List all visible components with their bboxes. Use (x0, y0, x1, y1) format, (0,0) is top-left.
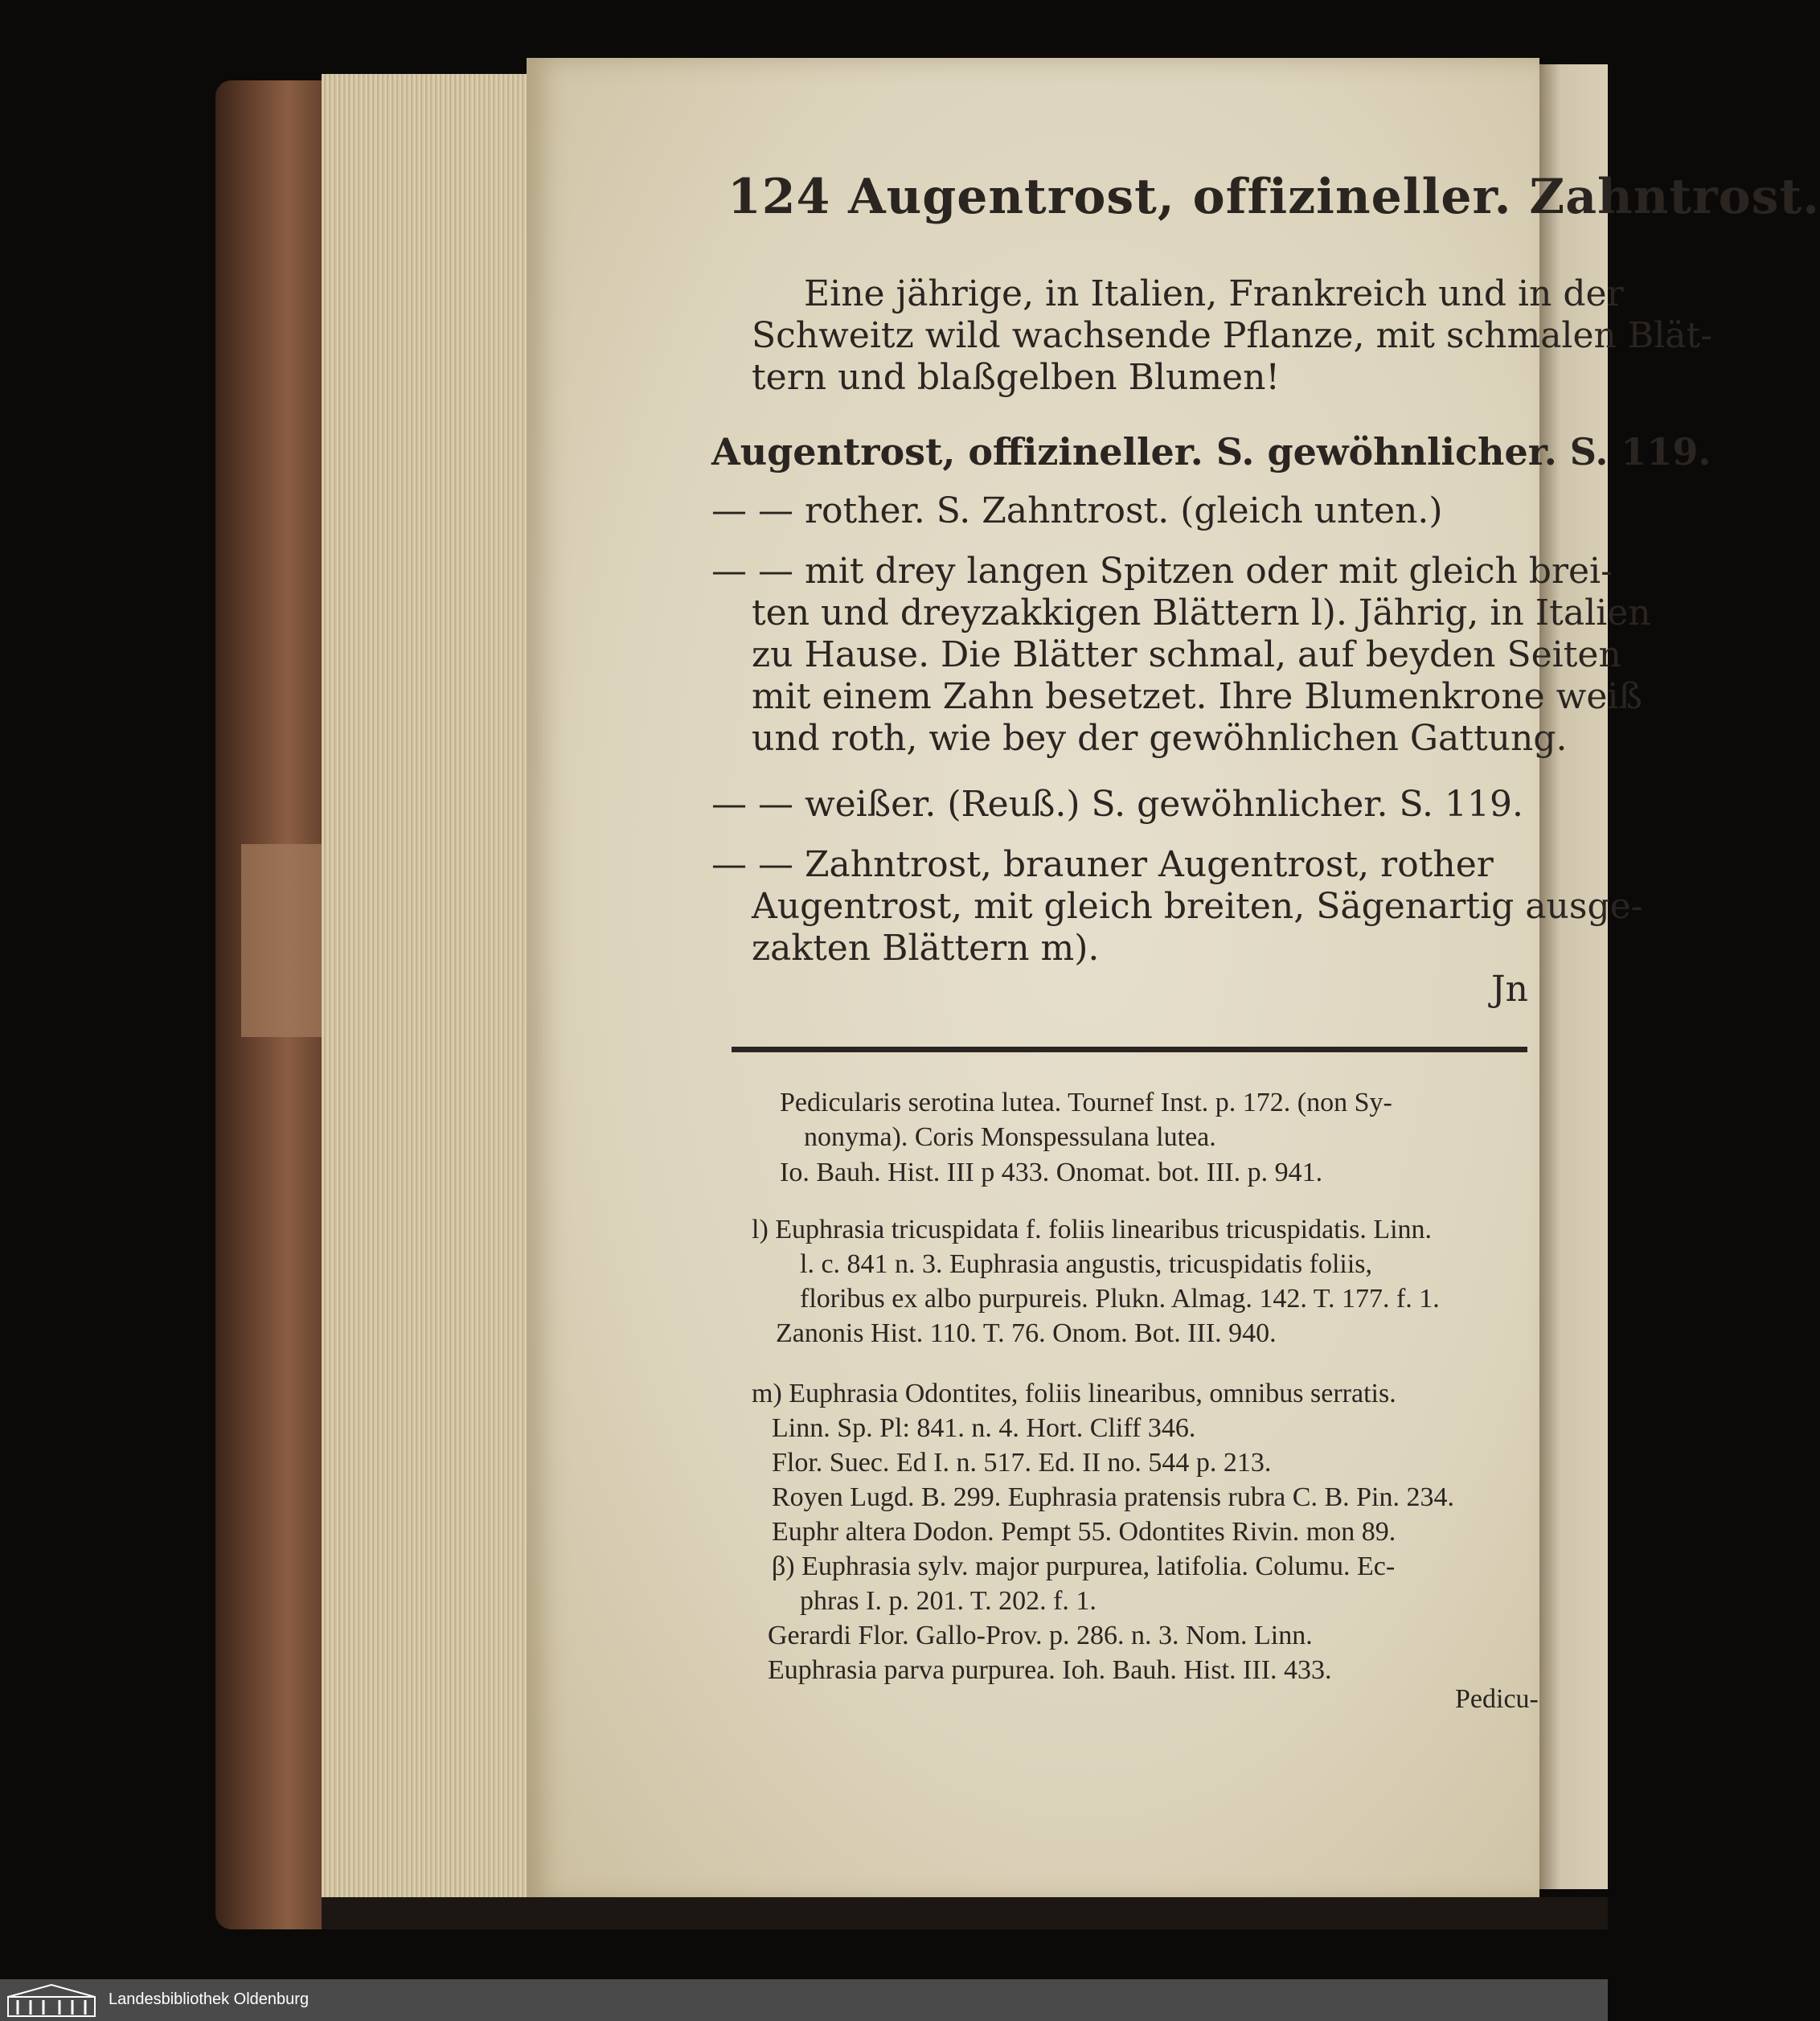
footnote-line: Io. Bauh. Hist. III p 433. Onomat. bot. III. p. 941. (780, 1158, 1323, 1187)
body-line: — — weißer. (Reuß.) S. gewöhnlicher. S. 119. (711, 784, 1523, 825)
body-line: zakten Blättern m). (752, 928, 1100, 969)
body-line: zu Hause. Die Blätter schmal, auf beyden Seiten (752, 634, 1621, 675)
footnote-line: Linn. Sp. Pl: 841. n. 4. Hort. Cliff 346. (772, 1413, 1196, 1443)
footnote-line: β) Euphrasia sylv. major purpurea, latifolia. Columu. Ec- (772, 1552, 1396, 1581)
body-line: und roth, wie bey der gewöhnlichen Gattung. (752, 718, 1568, 759)
body-line: tern und blaßgelben Blumen! (752, 357, 1281, 398)
body-line: Schweitz wild wachsende Pflanze, mit schmalen Blät- (752, 315, 1713, 356)
footnote-line: Gerardi Flor. Gallo-Prov. p. 286. n. 3. Nom. Linn. (768, 1621, 1313, 1650)
body-line: — — mit drey langen Spitzen oder mit gleich brei- (711, 551, 1613, 592)
catchword: Jn (1491, 969, 1528, 1010)
footnote-line: Pedicularis serotina lutea. Tournef Inst. p. 172. (non Sy- (780, 1088, 1392, 1117)
page-header: 124 Augentrost, offizineller. Zahntrost. (728, 169, 1820, 225)
footnote-line: floribus ex albo purpureis. Plukn. Almag. 142. T. 177. f. 1. (800, 1284, 1440, 1314)
footnote-line: Euphr altera Dodon. Pempt 55. Odontites Rivin. mon 89. (772, 1517, 1396, 1547)
footnote-line: m) Euphrasia Odontites, foliis linearibus, omnibus serratis. (752, 1379, 1396, 1408)
footnote-line: Zanonis Hist. 110. T. 76. Onom. Bot. III. 940. (776, 1318, 1277, 1348)
footnote-catchword: Pedicu- (1455, 1684, 1539, 1714)
library-logo-icon (6, 1982, 96, 2018)
body-line: Augentrost, mit gleich breiten, Sägenartig ausge- (752, 886, 1643, 927)
bottom-shadow (322, 1897, 1608, 1929)
footnote-line: l. c. 841 n. 3. Euphrasia angustis, tricuspidatis foliis, (800, 1249, 1373, 1279)
body-line: mit einem Zahn besetzet. Ihre Blumenkrone weiß (752, 676, 1642, 717)
body-line: — — Zahntrost, brauner Augentrost, rother (711, 844, 1494, 885)
footnote-line: Flor. Suec. Ed I. n. 517. Ed. II no. 544 p. 213. (772, 1448, 1272, 1478)
entry-heading: Augentrost, offizineller. S. gewöhnlicher. S. 119. (711, 430, 1711, 473)
footnote-line: l) Euphrasia tricuspidata f. foliis linearibus tricuspidatis. Linn. (752, 1215, 1433, 1244)
body-line: Eine jährige, in Italien, Frankreich und in der (804, 273, 1624, 314)
footnote-line: nonyma). Coris Monspessulana lutea. (804, 1122, 1216, 1152)
footnote-rule (732, 1047, 1527, 1052)
body-line: ten und dreyzakkigen Blättern l). Jährig, in Italien (752, 592, 1651, 633)
body-line: — — rother. S. Zahntrost. (gleich unten.) (711, 490, 1443, 531)
page-edges (322, 74, 531, 1903)
footnote-line: Royen Lugd. B. 299. Euphrasia pratensis rubra C. B. Pin. 234. (772, 1482, 1454, 1512)
cover-label-strip (241, 844, 330, 1037)
library-name: Landesbibliothek Oldenburg (109, 1990, 309, 2008)
footnote-line: phras I. p. 201. T. 202. f. 1. (800, 1586, 1097, 1616)
footnote-line: Euphrasia parva purpurea. Ioh. Bauh. Hist. III. 433. (768, 1655, 1332, 1685)
